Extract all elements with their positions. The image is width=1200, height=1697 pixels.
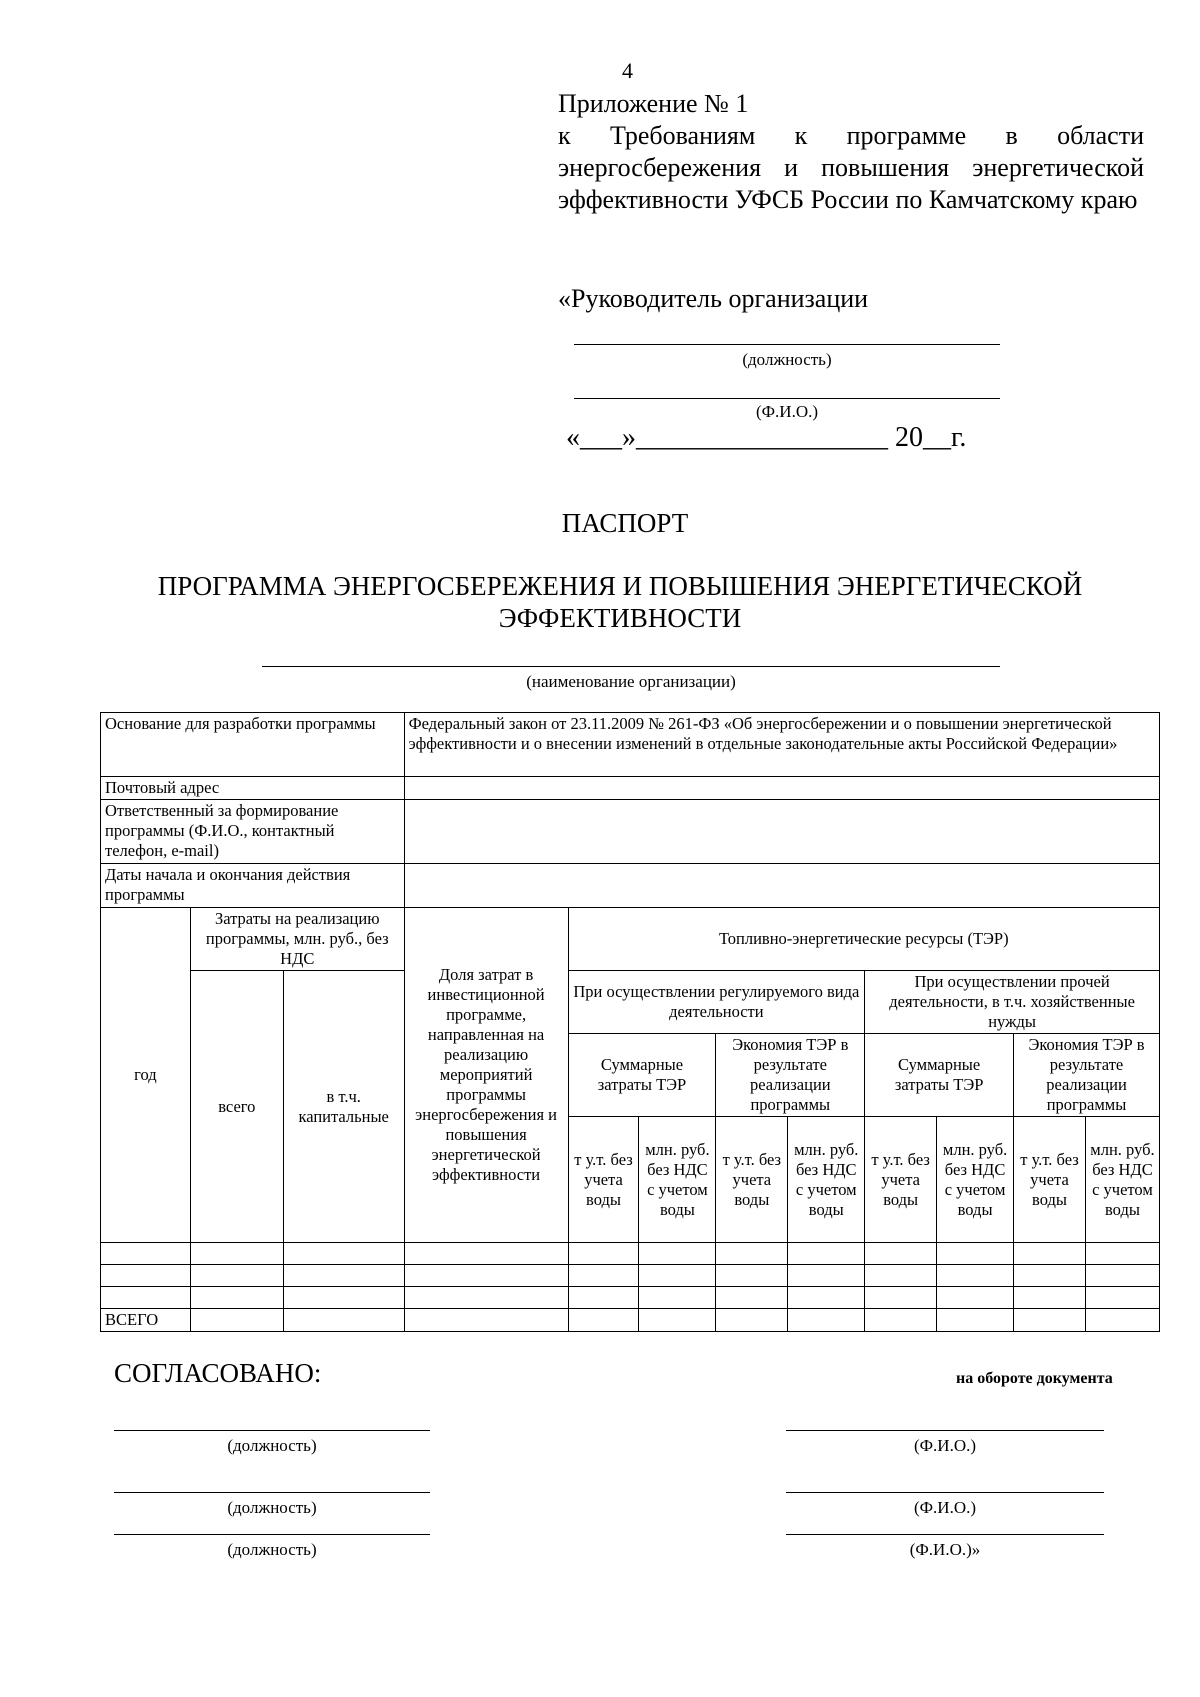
agree-name-caption-2: (Ф.И.О.) (913, 1498, 977, 1517)
basis-label: Основание для разработки программы (101, 713, 405, 777)
header-year: год (101, 908, 191, 1243)
appendix-title: Приложение № 1 (558, 89, 749, 118)
agree-position-line-3 (114, 1534, 430, 1535)
header-tut-1: т у.т. без учета воды (568, 1117, 639, 1243)
header-other: При осуществлении прочей деятельности, в т.ч. хозяйственные нужды (865, 971, 1160, 1034)
header-mln-3: млн. руб. без НДС с учетом воды (937, 1117, 1014, 1243)
approval-head: «Руководитель организации (558, 284, 869, 313)
header-costs: Затраты на реализацию программы, млн. руб., без НДС (190, 908, 404, 971)
total-row (101, 1309, 1160, 1332)
agree-position-caption-3: (должность) (227, 1540, 317, 1559)
agree-name-line-1 (786, 1430, 1104, 1431)
agree-position-caption-1: (должность) (227, 1436, 317, 1455)
agree-position-caption-2: (должность) (227, 1498, 317, 1517)
header-row-1 (101, 908, 1160, 971)
agree-position-line-2 (114, 1492, 430, 1493)
header-mln-1: млн. руб. без НДС с учетом воды (639, 1117, 716, 1243)
basis-row (101, 713, 1160, 777)
appendix-text: к Требованиям к программе в области энергосбережения и повышения энергетической эффективности УФСБ России по Камчатскому краю (558, 121, 1144, 214)
org-name-caption: (наименование организации) (526, 672, 736, 691)
org-name-line (262, 666, 1000, 667)
header-tut-4: т у.т. без учета воды (1014, 1117, 1086, 1243)
header-regulated: При осуществлении регулируемого вида деятельности (568, 971, 865, 1034)
postal-value (404, 777, 1159, 800)
agree-name-line-2 (786, 1492, 1104, 1493)
header-tut-2: т у.т. без учета воды (716, 1117, 788, 1243)
agree-name-caption-1: (Ф.И.О.) (913, 1436, 977, 1455)
header-sum-costs-regulated: Суммарные затраты ТЭР (568, 1034, 716, 1117)
dates-label: Даты начала и окончания действия программы (101, 864, 405, 908)
responsible-row (101, 800, 1160, 864)
responsible-label: Ответственный за формирование программы (Ф.И.О., контактный телефон, e-mail) (101, 800, 405, 864)
header-tut-3: т у.т. без учета воды (865, 1117, 937, 1243)
header-share: Доля затрат в инвестиционной программе, направленная на реализацию мероприятий программы энергосбережения и повышения энергетической эффективности (404, 908, 568, 1243)
responsible-value (404, 800, 1159, 864)
header-capital: в т.ч. капитальные (283, 971, 404, 1243)
dates-value (404, 864, 1159, 908)
agree-name-line-3 (786, 1534, 1104, 1535)
dates-row (101, 864, 1160, 908)
table-row (101, 1243, 1160, 1265)
program-title: ПРОГРАММА ЭНЕРГОСБЕРЕЖЕНИЯ И ПОВЫШЕНИЯ ЭНЕРГЕТИЧЕСКОЙ ЭФФЕКТИВНОСТИ (157, 571, 1083, 633)
table-row (101, 1287, 1160, 1309)
reverse-note: на обороте документа (956, 1370, 1113, 1387)
passport-title: ПАСПОРТ (561, 508, 689, 538)
approval-position-caption: (должность) (742, 350, 832, 369)
header-mln-2: млн. руб. без НДС с учетом воды (788, 1117, 865, 1243)
postal-label: Почтовый адрес (101, 777, 405, 800)
header-ter: Топливно-энергетические ресурсы (ТЭР) (568, 908, 1159, 971)
table-row (101, 1265, 1160, 1287)
page-number: 4 (622, 58, 633, 83)
header-economy-regulated: Экономия ТЭР в результате реализации программы (716, 1034, 865, 1117)
header-economy-other: Экономия ТЭР в результате реализации программы (1014, 1034, 1160, 1117)
header-sum-costs-other: Суммарные затраты ТЭР (865, 1034, 1014, 1117)
approval-name-caption: (Ф.И.О.) (755, 402, 819, 421)
approval-position-line (574, 344, 1000, 345)
total-row-label: ВСЕГО (101, 1309, 191, 1332)
agreement-title: СОГЛАСОВАНО: (114, 1358, 322, 1388)
basis-value: Федеральный закон от 23.11.2009 № 261-ФЗ «Об энергосбережении и о повышении энергетической эффективности и о внесении изменений в отдельные законодательные акты Российской Федерации» (404, 713, 1159, 777)
header-total: всего (190, 971, 283, 1243)
approval-name-line (574, 398, 1000, 399)
header-mln-4: млн. руб. без НДС с учетом воды (1085, 1117, 1159, 1243)
postal-row (101, 777, 1160, 800)
header-row-2 (101, 971, 1160, 1034)
agree-name-caption-3: (Ф.И.О.)» (909, 1540, 981, 1559)
passport-table (100, 712, 1160, 1332)
approval-date-line: «___»__________________ 20__г. (566, 422, 967, 453)
agree-position-line-1 (114, 1430, 430, 1431)
